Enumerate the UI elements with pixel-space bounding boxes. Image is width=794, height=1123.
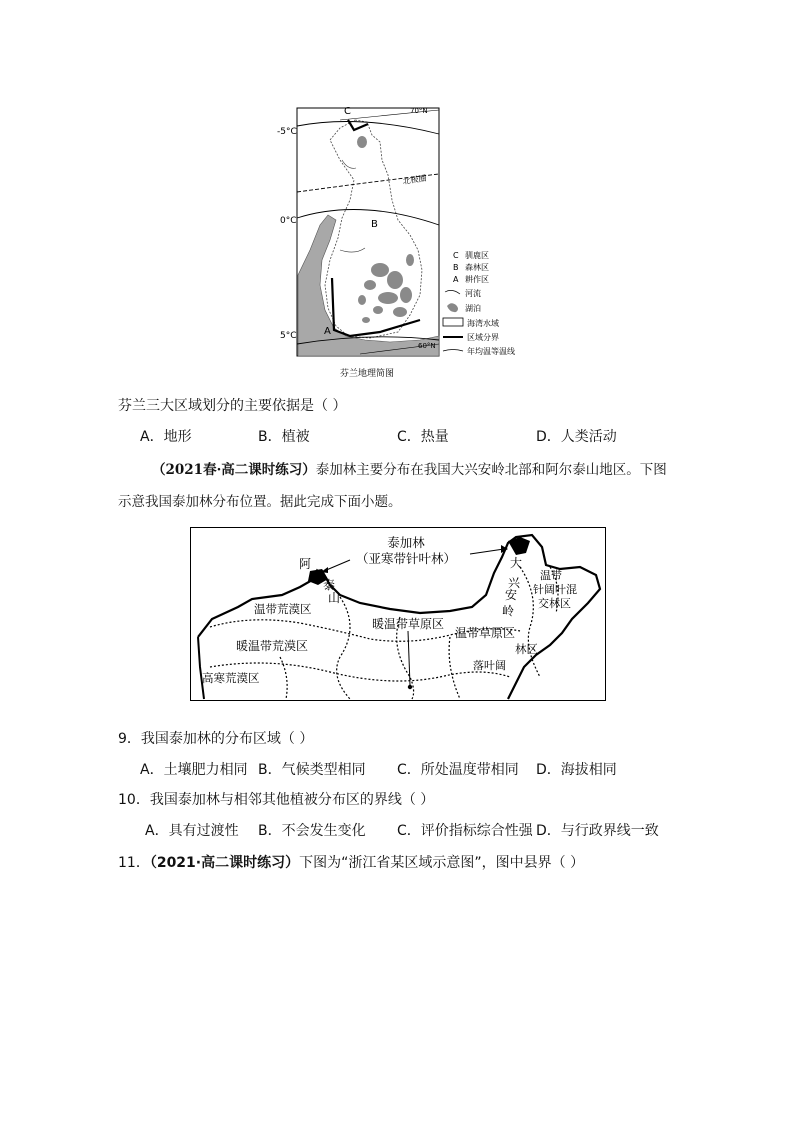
altai-label-4: 山 (328, 591, 341, 605)
temperate-grassland-label: 温带草原区 (455, 626, 516, 640)
q9-option-b[interactable]: B．气候类型相同 (258, 762, 366, 778)
taiga-label-line2: （亚寒带针叶林） (355, 551, 457, 566)
warm-grassland-label: 暖温带草原区 (372, 617, 445, 631)
region-a-label: A (324, 326, 331, 337)
q8-stem: 芬兰三大区域划分的主要依据是（ ） (118, 398, 347, 414)
xingan-label-1: 大 (510, 556, 523, 570)
china-taiga-map (190, 527, 606, 701)
taiga-label-line1: 泰加林 (387, 535, 425, 550)
finland-map-caption: 芬兰地理简图 (340, 369, 395, 379)
legend-isotherm-symbol (443, 350, 463, 352)
region-b-label: B (371, 219, 378, 230)
temperate-mixed-label-3: 交林区 (538, 597, 571, 610)
arctic-circle-label: 北极圈 (402, 173, 428, 186)
legend-label-b: 森林区 (465, 263, 489, 272)
q9-option-c[interactable]: C．所处温度带相同 (397, 762, 519, 778)
altai-label-3: 泰 (323, 578, 336, 592)
q10-option-c[interactable]: C．评价指标综合性强 (397, 823, 533, 839)
grassland-pointer-dot (408, 685, 412, 689)
temperate-mixed-label-1: 温带 (540, 569, 562, 582)
xingan-label-2: 兴 (508, 576, 521, 590)
legend-label-a: 耕作区 (465, 275, 489, 284)
legend-key-a: A (453, 275, 459, 284)
isotherm-minus5-label: -5°C (277, 127, 297, 137)
legend-label-gulf: 海湾水域 (467, 319, 499, 328)
legend-label-river: 河流 (465, 289, 481, 298)
altai-label-1: 阿 (299, 557, 312, 571)
xingan-label-3: 安 (505, 588, 518, 602)
finland-map (270, 100, 540, 385)
warm-desert-label: 暖温带荒漠区 (236, 639, 309, 653)
legend-key-c: C (453, 251, 459, 260)
legend-river-symbol (445, 290, 460, 294)
isotherm-5-label: 5°C (280, 331, 297, 341)
q8-option-a[interactable]: A．地形 (140, 429, 192, 445)
q10-option-d[interactable]: D．与行政界线一致 (536, 823, 659, 839)
legend-label-lake: 湖泊 (465, 304, 481, 313)
q8-option-d[interactable]: D．人类活动 (536, 429, 617, 445)
legend-lake-symbol (447, 303, 458, 312)
temperate-mixed-label-2: 针阔叶混 (533, 583, 577, 596)
q10-option-a[interactable]: A．具有过渡性 (145, 823, 239, 839)
isotherm-0-label: 0°C (280, 216, 297, 226)
q11-text: 下图为“浙江省某区域示意图”，图中县界（ ） (299, 855, 585, 871)
legend (443, 250, 515, 356)
intro-text-1: 泰加林主要分布在我国大兴安岭北部和阿尔泰山地区。下图 (315, 462, 667, 478)
q9-option-a[interactable]: A．土壤肥力相同 (140, 762, 248, 778)
plateau-desert-label: 高寒荒漠区 (202, 671, 260, 685)
lat-70-label: 70°N (410, 107, 428, 115)
legend-label-isotherm: 年均温等温线 (467, 347, 515, 356)
forest-label-2: 落叶阔 (473, 659, 506, 672)
lat-60-label: 60°N (418, 342, 436, 350)
q11-stem (118, 852, 584, 872)
altai-label-2: 尔 (313, 568, 326, 582)
region-c-label: C (344, 106, 351, 117)
forest-label-1: 林区 (515, 642, 538, 656)
q11-source: （2021·高二课时练习） (149, 855, 300, 871)
q10-stem: 10．我国泰加林与相邻其他植被分布区的界线（ ） (118, 792, 435, 808)
q9-option-d[interactable]: D．海拔相同 (536, 762, 617, 778)
q9-stem: 9．我国泰加林的分布区域（ ） (118, 731, 314, 747)
legend-label-boundary: 区域分界 (467, 333, 499, 342)
legend-key-b: B (453, 263, 459, 272)
intro-line-1 (152, 458, 667, 478)
intro-line-2: 示意我国泰加林分布位置。据此完成下面小题。 (118, 494, 402, 510)
intro-source: （2021春·高二课时练习） (152, 462, 316, 478)
q11-number: 11． (118, 855, 150, 871)
legend-label-c: 驯鹿区 (465, 251, 489, 260)
q8-option-b[interactable]: B．植被 (258, 429, 310, 445)
legend-gulf-symbol (443, 318, 463, 326)
q10-option-b[interactable]: B．不会发生变化 (258, 823, 366, 839)
temperate-desert-label: 温带荒漠区 (254, 602, 312, 616)
xingan-label-4: 岭 (502, 604, 515, 618)
q8-option-c[interactable]: C．热量 (397, 429, 449, 445)
